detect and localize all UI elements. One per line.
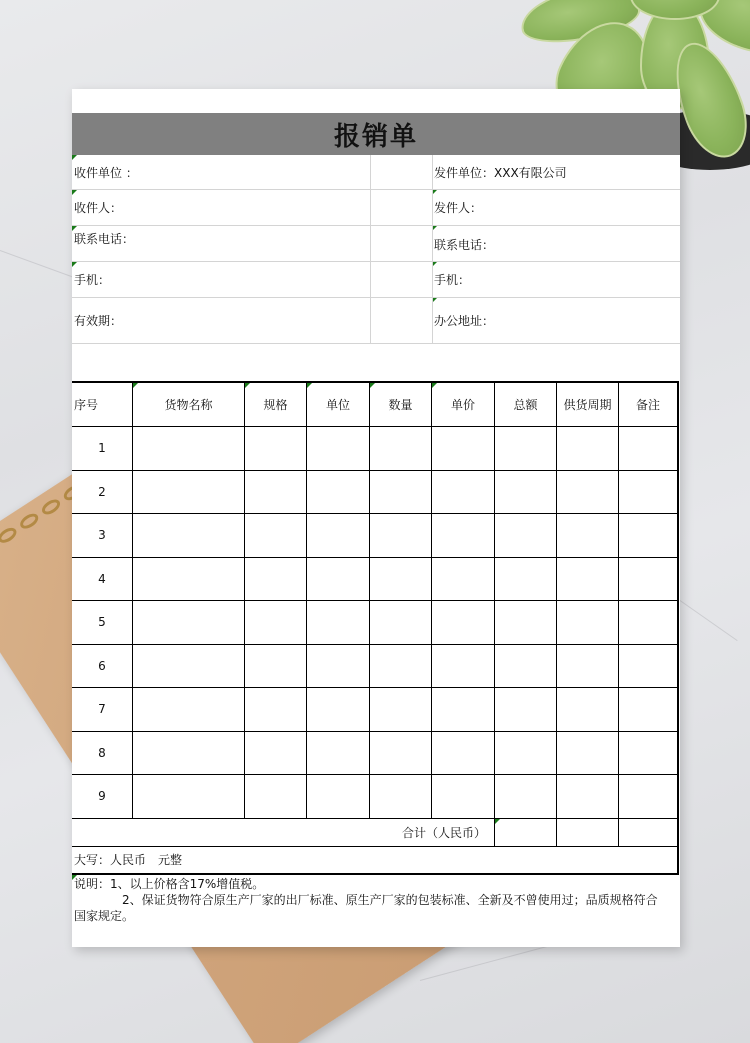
cell-total[interactable] xyxy=(495,688,557,731)
sender-phone-field[interactable]: 联系电话： xyxy=(434,238,495,252)
note-line-3: 国家规定。 xyxy=(74,909,135,923)
cell-spec[interactable] xyxy=(245,558,307,601)
header-goods-name: 货物名称 xyxy=(133,383,245,426)
cell-remarks[interactable] xyxy=(619,558,677,601)
cell-supply-period[interactable] xyxy=(557,775,619,818)
info-row-4 xyxy=(72,262,680,298)
total-amount-cell[interactable] xyxy=(495,819,557,846)
header-remarks: 备注 xyxy=(635,398,660,412)
note-line-2: 2、保证货物符合原生产厂家的出厂标准、原生产厂家的包装标准、全新及不曾使用过；品质规格符合 xyxy=(74,893,658,907)
cell-remarks[interactable] xyxy=(619,732,677,775)
form-title: 报销单 xyxy=(333,121,418,152)
total-supply-cell[interactable] xyxy=(557,819,619,846)
row-no: 8 xyxy=(72,732,133,775)
cell-unit-price[interactable] xyxy=(432,645,495,688)
row-no: 6 xyxy=(72,645,133,688)
cell-supply-period[interactable] xyxy=(557,688,619,731)
sender-field[interactable]: 发件人： xyxy=(434,201,483,215)
cell-supply-period[interactable] xyxy=(557,601,619,644)
notes-section xyxy=(72,876,680,924)
header-total: 总额 xyxy=(495,383,557,426)
expense-form-sheet xyxy=(72,89,680,947)
info-row-1 xyxy=(72,155,680,190)
cell-unit-price[interactable] xyxy=(432,775,495,818)
cell-unit[interactable] xyxy=(307,558,370,601)
uppercase-amount[interactable]: 大写：人民币 元整 xyxy=(74,853,183,867)
recipient-unit-field[interactable]: 收件单位 ： xyxy=(74,165,138,180)
cell-unit-price[interactable] xyxy=(432,688,495,731)
cell-spec[interactable] xyxy=(245,514,307,557)
note-line-1: 说明：1、以上价格含17%增值税。 xyxy=(74,877,265,891)
table-row xyxy=(72,471,677,515)
table-row xyxy=(72,688,677,732)
cell-unit[interactable] xyxy=(307,514,370,557)
total-remarks-cell[interactable] xyxy=(619,819,677,846)
cell-goods-name[interactable] xyxy=(133,601,245,644)
cell-remarks[interactable] xyxy=(619,427,677,470)
cell-spec[interactable] xyxy=(245,471,307,514)
cell-goods-name[interactable] xyxy=(133,471,245,514)
cell-unit[interactable] xyxy=(307,732,370,775)
cell-quantity[interactable] xyxy=(370,732,432,775)
cell-total[interactable] xyxy=(495,732,557,775)
cell-total[interactable] xyxy=(495,514,557,557)
cell-quantity[interactable] xyxy=(370,688,432,731)
row-no: 4 xyxy=(72,558,133,601)
cell-remarks[interactable] xyxy=(619,775,677,818)
cell-unit[interactable] xyxy=(307,645,370,688)
title-bar xyxy=(72,113,680,155)
row-no: 1 xyxy=(72,427,133,470)
table-row xyxy=(72,558,677,602)
cell-unit-price[interactable] xyxy=(432,427,495,470)
info-row-5 xyxy=(72,298,680,344)
recipient-phone-field[interactable]: 联系电话： xyxy=(74,232,135,246)
cell-remarks[interactable] xyxy=(619,601,677,644)
cell-supply-period[interactable] xyxy=(557,732,619,775)
cell-remarks[interactable] xyxy=(619,645,677,688)
cell-quantity[interactable] xyxy=(370,601,432,644)
cell-goods-name[interactable] xyxy=(133,732,245,775)
table-row xyxy=(72,427,677,471)
sender-mobile-field[interactable]: 手机： xyxy=(434,273,471,287)
cell-goods-name[interactable] xyxy=(133,427,245,470)
total-label: 合计（人民币） xyxy=(72,819,495,846)
table-row xyxy=(72,732,677,776)
cell-spec[interactable] xyxy=(245,645,307,688)
validity-field[interactable]: 有效期： xyxy=(74,314,123,328)
header-unit: 单位 xyxy=(307,383,370,426)
cell-total[interactable] xyxy=(495,601,557,644)
uppercase-amount-row xyxy=(72,847,677,875)
header-spec: 规格 xyxy=(245,383,307,426)
cell-remarks[interactable] xyxy=(619,471,677,514)
cell-supply-period[interactable] xyxy=(557,427,619,470)
cell-unit-price[interactable] xyxy=(432,732,495,775)
cell-goods-name[interactable] xyxy=(133,688,245,731)
cell-unit-price[interactable] xyxy=(432,514,495,557)
table-header-row xyxy=(72,383,677,427)
cell-unit-price[interactable] xyxy=(432,471,495,514)
cell-goods-name[interactable] xyxy=(133,514,245,557)
cell-quantity[interactable] xyxy=(370,645,432,688)
cell-unit[interactable] xyxy=(307,471,370,514)
cell-total[interactable] xyxy=(495,471,557,514)
cell-goods-name[interactable] xyxy=(133,558,245,601)
cell-spec[interactable] xyxy=(245,601,307,644)
table-row xyxy=(72,514,677,558)
cell-unit-price[interactable] xyxy=(432,601,495,644)
header-quantity: 数量 xyxy=(370,383,432,426)
items-table xyxy=(72,381,679,875)
cell-quantity[interactable] xyxy=(370,775,432,818)
cell-supply-period[interactable] xyxy=(557,471,619,514)
cell-unit[interactable] xyxy=(307,601,370,644)
cell-quantity[interactable] xyxy=(370,514,432,557)
cell-goods-name[interactable] xyxy=(133,775,245,818)
header-unit-price: 单价 xyxy=(432,383,495,426)
cell-unit[interactable] xyxy=(307,427,370,470)
cell-spec[interactable] xyxy=(245,775,307,818)
table-row xyxy=(72,601,677,645)
cell-unit-price[interactable] xyxy=(432,558,495,601)
recipient-field[interactable]: 收件人： xyxy=(74,201,123,215)
info-row-2 xyxy=(72,190,680,226)
cell-spec[interactable] xyxy=(245,732,307,775)
cell-quantity[interactable] xyxy=(370,558,432,601)
row-no: 2 xyxy=(72,471,133,514)
cell-goods-name[interactable] xyxy=(133,645,245,688)
row-no: 7 xyxy=(72,688,133,731)
header-supply-period: 供货周期 xyxy=(557,383,619,426)
cell-quantity[interactable] xyxy=(370,471,432,514)
cell-total[interactable] xyxy=(495,645,557,688)
cell-total[interactable] xyxy=(495,427,557,470)
cell-remarks[interactable] xyxy=(619,688,677,731)
recipient-mobile-field[interactable]: 手机： xyxy=(74,273,111,287)
table-row xyxy=(72,645,677,689)
cell-spec[interactable] xyxy=(245,688,307,731)
cell-total[interactable] xyxy=(495,558,557,601)
row-no: 3 xyxy=(72,514,133,557)
cell-supply-period[interactable] xyxy=(557,514,619,557)
cell-unit[interactable] xyxy=(307,775,370,818)
total-row xyxy=(72,819,677,847)
sender-unit-field[interactable]: 发件单位：XXX有限公司 xyxy=(434,165,567,180)
cell-unit[interactable] xyxy=(307,688,370,731)
row-no: 5 xyxy=(72,601,133,644)
cell-spec[interactable] xyxy=(245,427,307,470)
row-no: 9 xyxy=(72,775,133,818)
info-row-3 xyxy=(72,226,680,262)
cell-total[interactable] xyxy=(495,775,557,818)
cell-quantity[interactable] xyxy=(370,427,432,470)
table-row xyxy=(72,775,677,819)
cell-supply-period[interactable] xyxy=(557,645,619,688)
cell-remarks[interactable] xyxy=(619,514,677,557)
cell-supply-period[interactable] xyxy=(557,558,619,601)
header-no: 序号 xyxy=(72,383,133,426)
office-address-field[interactable]: 办公地址： xyxy=(434,314,495,328)
